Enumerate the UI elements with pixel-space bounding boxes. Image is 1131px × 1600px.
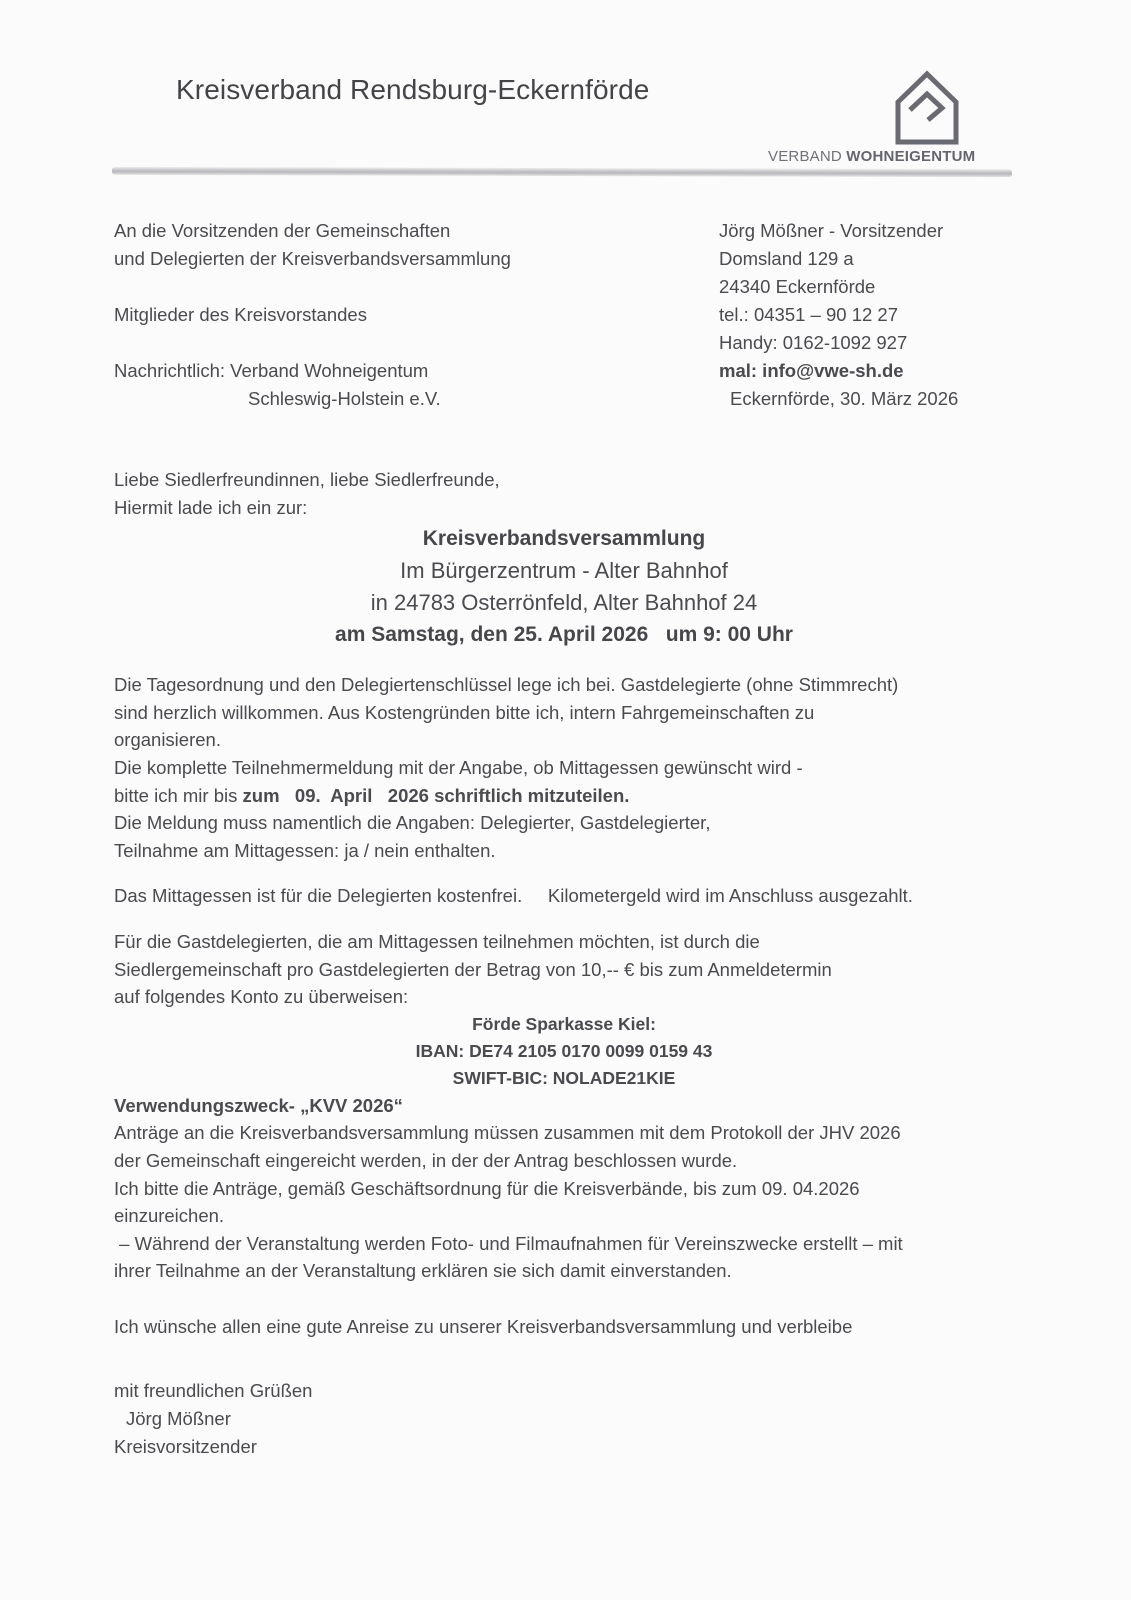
paragraph-line: Ich bitte die Anträge, gemäß Geschäftsordnung für die Kreisverbände, bis zum 09. 04.2026 xyxy=(114,1177,860,1199)
bank-name: Förde Sparkasse Kiel: xyxy=(472,1013,656,1034)
deadline-line xyxy=(114,782,1014,810)
bank-iban: IBAN: DE74 2105 0170 0099 0159 43 xyxy=(415,1040,713,1061)
paragraph-line: Teilnahme am Mittagessen: ja / nein enthalten. xyxy=(114,839,496,861)
paragraph-line: sind herzlich willkommen. Aus Kostengründen bitte ich, intern Fahrgemeinschaften zu xyxy=(114,701,815,723)
sender-street: Domsland 129 a xyxy=(719,248,854,269)
event-address: in 24783 Osterrönfeld, Alter Bahnhof 24 xyxy=(370,590,758,616)
logo-text-bold: WOHNEIGENTUM xyxy=(846,148,976,165)
sender-mobile: Handy: 0162-1092 927 xyxy=(719,332,908,353)
paragraph-line: Die Meldung muss namentlich die Angaben: Delegierter, Gastdelegierter, xyxy=(114,812,711,834)
event-venue: Im Bürgerzentrum - Alter Bahnhof xyxy=(400,558,728,584)
paragraph-line: der Gemeinschaft eingereicht werden, in der der Antrag beschlossen wurde. xyxy=(114,1149,738,1171)
letterhead-title: Kreisverband Rendsburg-Eckernförde xyxy=(176,74,650,105)
paragraph-line: Für die Gastdelegierten, die am Mittagessen teilnehmen möchten, ist durch die xyxy=(114,930,760,952)
paragraph-line: Die komplette Teilnehmermeldung mit der Angabe, ob Mittagessen gewünscht wird - xyxy=(114,756,803,778)
intro: Hiermit lade ich ein zur: xyxy=(114,496,308,518)
photo-notice: – Während der Veranstaltung werden Foto- und Filmaufnahmen für Vereinszwecke erstellt – mit xyxy=(114,1232,903,1254)
paragraph-line: ihrer Teilnahme an der Veranstaltung erklären sie sich damit einverstanden. xyxy=(114,1260,732,1282)
salutation: Liebe Siedlerfreundinnen, liebe Siedlerfreunde, xyxy=(114,469,500,490)
recipient-board: Mitglieder des Kreisvorstandes xyxy=(114,304,367,325)
sender-email: mal: info@vwe-sh.de xyxy=(719,360,904,381)
logo-text-light: VERBAND xyxy=(768,148,847,165)
logo-wordmark xyxy=(768,148,975,165)
paragraph-line: einzureichen. xyxy=(114,1205,225,1227)
paragraph-line: auf folgendes Konto zu überweisen: xyxy=(114,986,409,1008)
recipients-block xyxy=(114,217,511,413)
recipient-line: und Delegierten der Kreisverbandsversammlung xyxy=(114,248,511,269)
deadline-date: zum 09. April 2026 schriftlich mitzuteilen. xyxy=(242,784,630,806)
paragraph-line: organisieren. xyxy=(114,729,221,751)
paragraph-line: Anträge an die Kreisverbandsversammlung müssen zusammen mit dem Protokoll der JHV 2026 xyxy=(114,1122,901,1144)
sender-block xyxy=(719,217,958,413)
paragraph-line: Die Tagesordnung und den Delegiertenschlüssel lege ich bei. Gastdelegierte (ohne Stimmrecht) xyxy=(114,674,899,696)
signer-name: Jörg Mößner xyxy=(126,1408,231,1430)
paragraph-line: Siedlergemeinschaft pro Gastdelegierten der Betrag von 10,-- € bis zum Anmeldetermin xyxy=(114,958,832,980)
payment-purpose: Verwendungszweck- „KVV 2026“ xyxy=(114,1094,403,1116)
deadline-prefix: bitte ich mir bis xyxy=(114,784,243,806)
sender-phone: tel.: 04351 – 90 12 27 xyxy=(719,304,898,325)
recipient-line: An die Vorsitzenden der Gemeinschaften xyxy=(114,220,451,241)
house-logo-icon xyxy=(892,68,962,146)
recipient-cc-org: Schleswig-Holstein e.V. xyxy=(248,388,441,409)
recipient-cc: Nachrichtlich: Verband Wohneigentum xyxy=(114,360,429,381)
letter-body xyxy=(114,466,1014,1460)
letter-date: Eckernförde, 30. März 2026 xyxy=(730,388,959,409)
sender-name: Jörg Mößner - Vorsitzender xyxy=(719,220,944,241)
lunch-note: Das Mittagessen ist für die Delegierten kostenfrei. Kilometergeld wird im Anschluss ausgezahlt. xyxy=(114,885,913,907)
event-datetime: am Samstag, den 25. April 2026 um 9: 00 Uhr xyxy=(335,623,793,647)
sender-city: 24340 Eckernförde xyxy=(719,276,876,297)
header-divider xyxy=(112,167,1012,177)
signer-role: Kreisvorsitzender xyxy=(114,1435,257,1457)
event-title: Kreisverbandsversammlung xyxy=(422,527,706,551)
signoff: mit freundlichen Grüßen xyxy=(114,1380,313,1402)
closing-sentence: Ich wünsche allen eine gute Anreise zu unserer Kreisverbandsversammlung und verbleibe xyxy=(114,1315,853,1337)
bank-bic: SWIFT-BIC: NOLADE21KIE xyxy=(452,1067,676,1088)
